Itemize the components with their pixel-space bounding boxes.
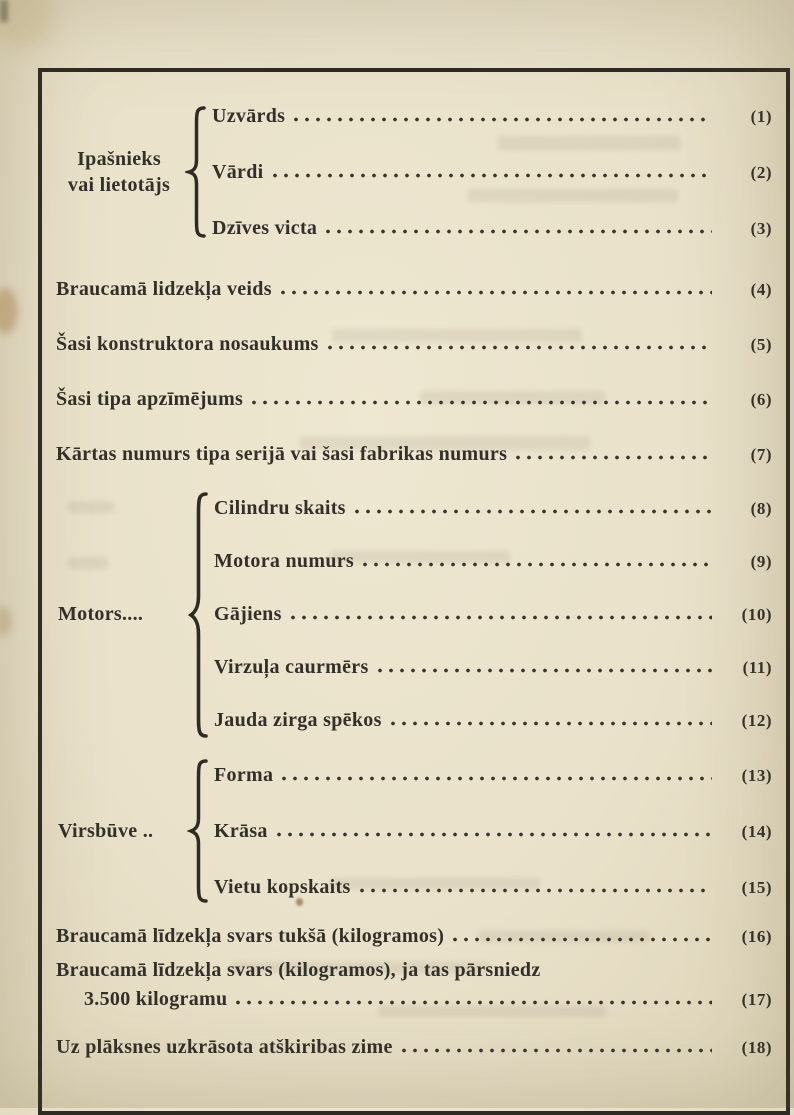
item-number: (4) [750, 280, 772, 299]
form-line-vardi [212, 144, 772, 200]
motor-rows [214, 482, 772, 747]
form-line-cilindru-skaits [214, 482, 772, 535]
motor-group-label [56, 482, 184, 747]
item-number: (17) [741, 990, 772, 1009]
item-number: (18) [741, 1038, 772, 1057]
owner-group-label [56, 88, 182, 256]
dotted-leader [360, 888, 712, 893]
item-number: (7) [750, 445, 772, 464]
field-label: Braucamā līdzekļa svars (kilogramos), ja tas pārsniedz [56, 959, 541, 981]
field-label: Dzīves victa [212, 217, 318, 239]
form-line-virzula-caurmers [214, 641, 772, 694]
item-number: (8) [750, 499, 772, 518]
dotted-leader [273, 173, 713, 178]
form-line-svars-parsniedz [56, 957, 772, 1014]
field-label: Uz plāksnes uzkrāsota atškiribas zime [56, 1036, 393, 1058]
dotted-leader [291, 615, 712, 620]
form-line-forma [214, 747, 772, 803]
motor-group [56, 482, 772, 747]
vehicle-rows [56, 262, 772, 482]
form-line-uzvards [212, 88, 772, 144]
dotted-leader [402, 1048, 712, 1053]
paper-stain [0, 288, 18, 334]
dotted-leader [252, 400, 712, 405]
body-brace [184, 747, 214, 915]
form-line-svars-tuksa [56, 915, 772, 957]
field-label: Vārdi [212, 161, 264, 183]
dotted-leader [363, 562, 712, 567]
form-line-vietu-kopskaits [214, 859, 772, 915]
field-label: Šasi konstruktora nosaukums [56, 333, 319, 355]
motor-brace [184, 482, 214, 747]
item-number: (13) [741, 766, 772, 785]
field-label: Kārtas numurs tipa serijā vai šasi fabrikas numurs [56, 443, 508, 465]
dotted-leader [378, 668, 712, 673]
item-number: (15) [741, 878, 772, 897]
form-line-motora-numurs [214, 535, 772, 588]
form-line-kartas-numurs [56, 427, 772, 482]
overweight-line1 [56, 957, 772, 984]
item-number: (16) [741, 927, 772, 946]
form-line-krasa [214, 803, 772, 859]
field-label: Braucamā līdzekļa svars tukšā (kilogramos) [56, 925, 445, 947]
owner-label-line1: Ipašnieks [77, 147, 161, 170]
dotted-leader [328, 345, 712, 350]
dotted-leader [355, 509, 712, 514]
motor-label: Motors.... [58, 603, 144, 626]
dotted-leader [282, 776, 712, 781]
dotted-leader [281, 290, 712, 295]
document-frame [38, 68, 790, 1115]
form-line-gajiens [214, 588, 772, 641]
field-label: Uzvārds [212, 105, 286, 127]
item-number: (1) [750, 107, 772, 126]
item-number: (9) [750, 552, 772, 571]
item-number: (10) [741, 605, 772, 624]
field-label: Motora numurs [214, 550, 355, 572]
item-number: (2) [750, 163, 772, 182]
curly-brace-icon [185, 105, 209, 239]
curly-brace-icon [187, 758, 211, 904]
form-line-jauda [214, 694, 772, 747]
form-line-atskiribas-zime [56, 1026, 772, 1068]
paper-stain [0, 0, 56, 48]
item-number: (6) [750, 390, 772, 409]
dotted-leader [516, 455, 712, 460]
body-label: Virsbūve .. [58, 819, 154, 842]
overweight-line2 [56, 984, 772, 1014]
item-number: (3) [750, 219, 772, 238]
field-label: Vietu kopskaits [214, 876, 351, 898]
field-label: Šasi tipa apzīmējums [56, 388, 244, 410]
owner-label-line2: vai lietotājs [67, 174, 171, 196]
dotted-leader [453, 937, 712, 942]
form-line-dzives-victa [212, 200, 772, 256]
item-number: (5) [750, 335, 772, 354]
scan-edge-mark [0, 0, 8, 22]
owner-rows [212, 88, 772, 256]
field-label: Krāsa [214, 820, 268, 842]
field-label: Jauda zirga spēkos [214, 709, 382, 731]
body-group-label [56, 747, 184, 915]
field-label: 3.500 kilogramu [84, 988, 228, 1010]
paper-stain [0, 606, 12, 636]
field-label: Virzuļa caurmērs [214, 656, 369, 678]
field-label: Braucamā lidzekļa veids [56, 278, 272, 300]
dotted-leader [391, 721, 712, 726]
dotted-leader [326, 229, 712, 234]
item-number: (12) [741, 711, 772, 730]
field-label: Forma [214, 764, 274, 786]
dotted-leader [236, 1000, 712, 1005]
owner-group [56, 88, 772, 256]
form-line-konstruktors [56, 317, 772, 372]
field-label: Cilindru skaits [214, 497, 346, 519]
dotted-leader [294, 117, 712, 122]
form-line-tipa-apzimejums [56, 372, 772, 427]
body-rows [214, 747, 772, 915]
item-number: (14) [741, 822, 772, 841]
dotted-leader [277, 832, 712, 837]
field-label: Gājiens [214, 603, 282, 625]
item-number: (11) [742, 658, 772, 677]
owner-brace [182, 88, 212, 256]
curly-brace-icon [187, 491, 211, 739]
form-line-veids [56, 262, 772, 317]
body-group [56, 747, 772, 915]
